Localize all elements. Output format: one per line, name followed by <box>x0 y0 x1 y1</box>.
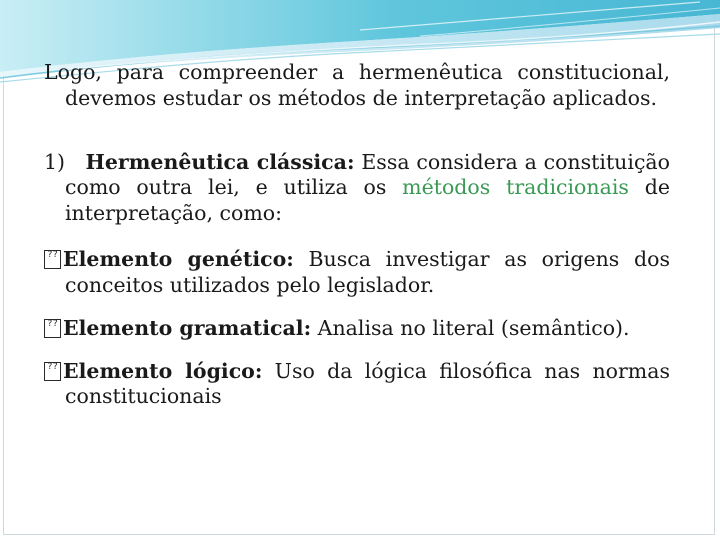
bullet-logical <box>44 359 670 411</box>
intro-paragraph: Logo, para compreender a hermenêutica constitucional, devemos estudar os métodos de interpretação aplicados. <box>44 60 670 110</box>
bullet-genetic <box>44 247 670 299</box>
bullet-text: Busca investigar as origens dos conceitos utilizados pelo legislador. <box>65 247 670 297</box>
item-highlight-text: métodos tradicionais <box>402 175 629 200</box>
item-text-before: Essa considera a constituição como outra lei, e utiliza os <box>65 149 670 200</box>
slide-content <box>44 60 670 410</box>
bullet-grammatical <box>44 316 670 342</box>
item-classic-hermeneutics <box>44 150 670 227</box>
item-text-after: de interpretação, como: <box>65 175 670 226</box>
bullet-term: Elemento genético: <box>63 247 294 272</box>
bullet-text: Uso da lógica filosófica nas normas constitucionais <box>65 358 670 409</box>
missing-glyph-bullet-icon: ?? <box>44 250 61 269</box>
bullet-term: Elemento lógico: <box>63 358 263 383</box>
item-heading: Hermenêutica clássica: <box>85 149 355 174</box>
bullet-text: Analisa no literal (semântico). <box>311 315 630 340</box>
missing-glyph-bullet-icon: ?? <box>44 319 61 338</box>
item-number: 1) <box>44 149 66 174</box>
bullet-term: Elemento gramatical: <box>63 315 312 340</box>
missing-glyph-bullet-icon: ?? <box>44 362 61 381</box>
